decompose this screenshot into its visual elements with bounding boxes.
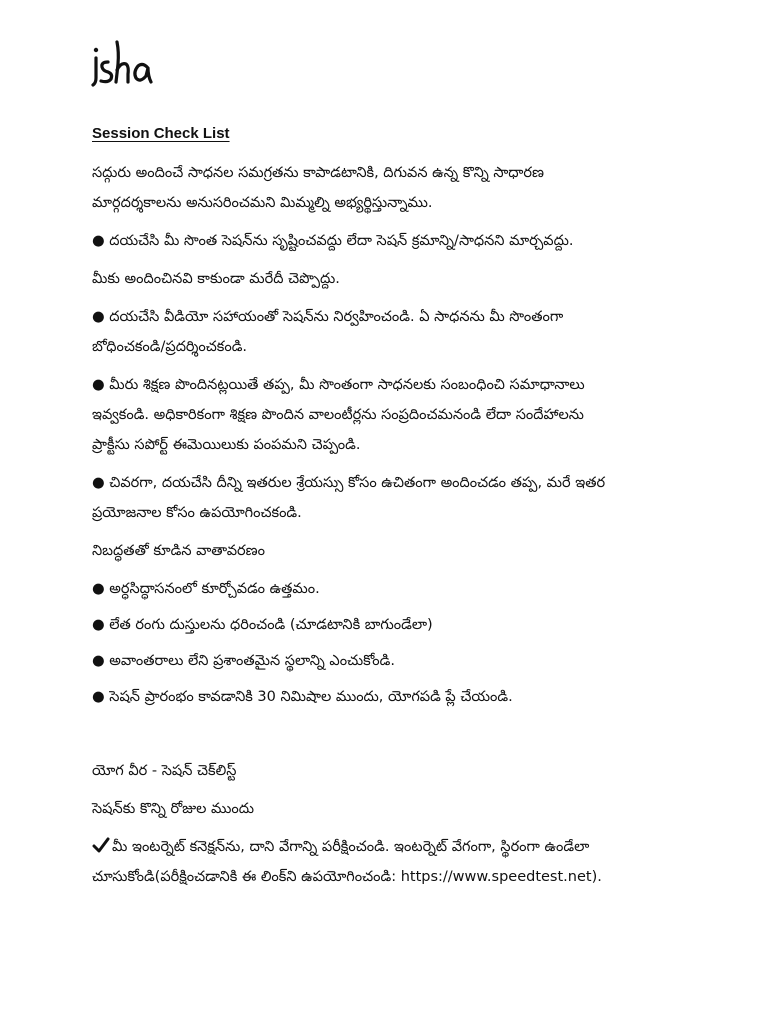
guideline-line: ఇవ్వకండి. అధికారికంగా శిక్షణ పొందిన వాలంటీర్లను సంప్రదించమనండి లేదా సందేహాలను (92, 407, 584, 423)
checklist-item (92, 832, 692, 892)
environment-item: ● అవాంతరాలు లేని ప్రశాంతమైన స్థలాన్ని ఎంచుకోండి. (92, 653, 395, 669)
guideline-line: ప్రాక్టీసు సపోర్ట్ ఈమెయిలుకు పంపమని చెప్పండి. (92, 437, 361, 453)
guideline-line: ప్రయోజనాల కోసం ఉపయోగించకండి. (92, 505, 302, 521)
guideline-item (92, 468, 692, 528)
section-heading-environment: నిబద్ధతతో కూడిన వాతావరణం (92, 543, 265, 559)
checklist-line (92, 832, 692, 862)
guideline-line: ● మీరు శిక్షణ పొందినట్లయితే తప్ప, మీ సొంతంగా సాధనలకు సంబంధించి సమాధానాలు (92, 377, 585, 393)
guideline-item (92, 264, 692, 294)
document-content (92, 124, 692, 900)
guideline-item (92, 302, 692, 362)
guideline-line: ● దయచేసి వీడియో సహాయంతో సెషన్‌ను నిర్వహించండి. ఏ సాధనను మీ సొంతంగా (92, 309, 564, 325)
guideline-line: మీకు అందించినవి కాకుండా మరేదీ చెప్పొద్దు. (92, 271, 340, 287)
guideline-item (92, 370, 692, 460)
environment-item: ● సెషన్ ప్రారంభం కావడానికి 30 నిమిషాల ముందు, యోగపడి ప్లే చేయండి. (92, 689, 513, 705)
intro-line: సద్గురు అందించే సాధనల సమగ్రతను కాపాడటానికి, దిగువన ఉన్న కొన్ని సాధారణ (92, 165, 544, 181)
section-heading-yoga-veera: యోగ వీర - సెషన్ చెక్‌లిస్ట్ (92, 763, 237, 779)
spacer (92, 718, 692, 756)
guideline-item (92, 226, 692, 256)
guideline-line: ● చివరగా, దయచేసి దీన్ని ఇతరుల శ్రేయస్సు కోసం ఉచితంగా అందించడం తప్ప, మరే ఇతర (92, 475, 606, 491)
environment-item: ● అర్ధసిద్ధాసనంలో కూర్చోవడం ఉత్తమం. (92, 581, 320, 597)
intro-paragraph (92, 158, 692, 218)
section-heading-days-before: సెషన్‌కు కొన్ని రోజుల ముందు (92, 801, 254, 817)
guideline-line: బోధించకండి/ప్రదర్శించకండి. (92, 339, 248, 355)
checklist-text: మీ ఇంటర్నెట్ కనెక్షన్‌ను, దాని వేగాన్ని పరీక్షించండి. ఇంటర్నెట్ వేగంగా, స్థిరంగా ఉండేలా (112, 839, 590, 855)
isha-logo (88, 38, 158, 94)
checkmark-icon (92, 837, 110, 853)
guideline-line: ● దయచేసి మీ సొంత సెషన్‌ను సృష్టించవద్దు లేదా సెషన్ క్రమాన్ని/సాధనని మార్చవద్దు. (92, 233, 574, 249)
environment-item: ● లేత రంగు దుస్తులను ధరించండి (చూడటానికి బాగుండేలా) (92, 617, 433, 633)
checklist-line: చూసుకోండి(పరీక్షించడానికి ఈ లింక్‌ని ఉపయోగించండి: https://www.speedtest.net). (92, 869, 602, 885)
page-title: Session Check List (92, 125, 230, 142)
intro-line: మార్గదర్శకాలను అనుసరించమని మిమ్మల్ని అభ్యర్థిస్తున్నాము. (92, 195, 433, 211)
